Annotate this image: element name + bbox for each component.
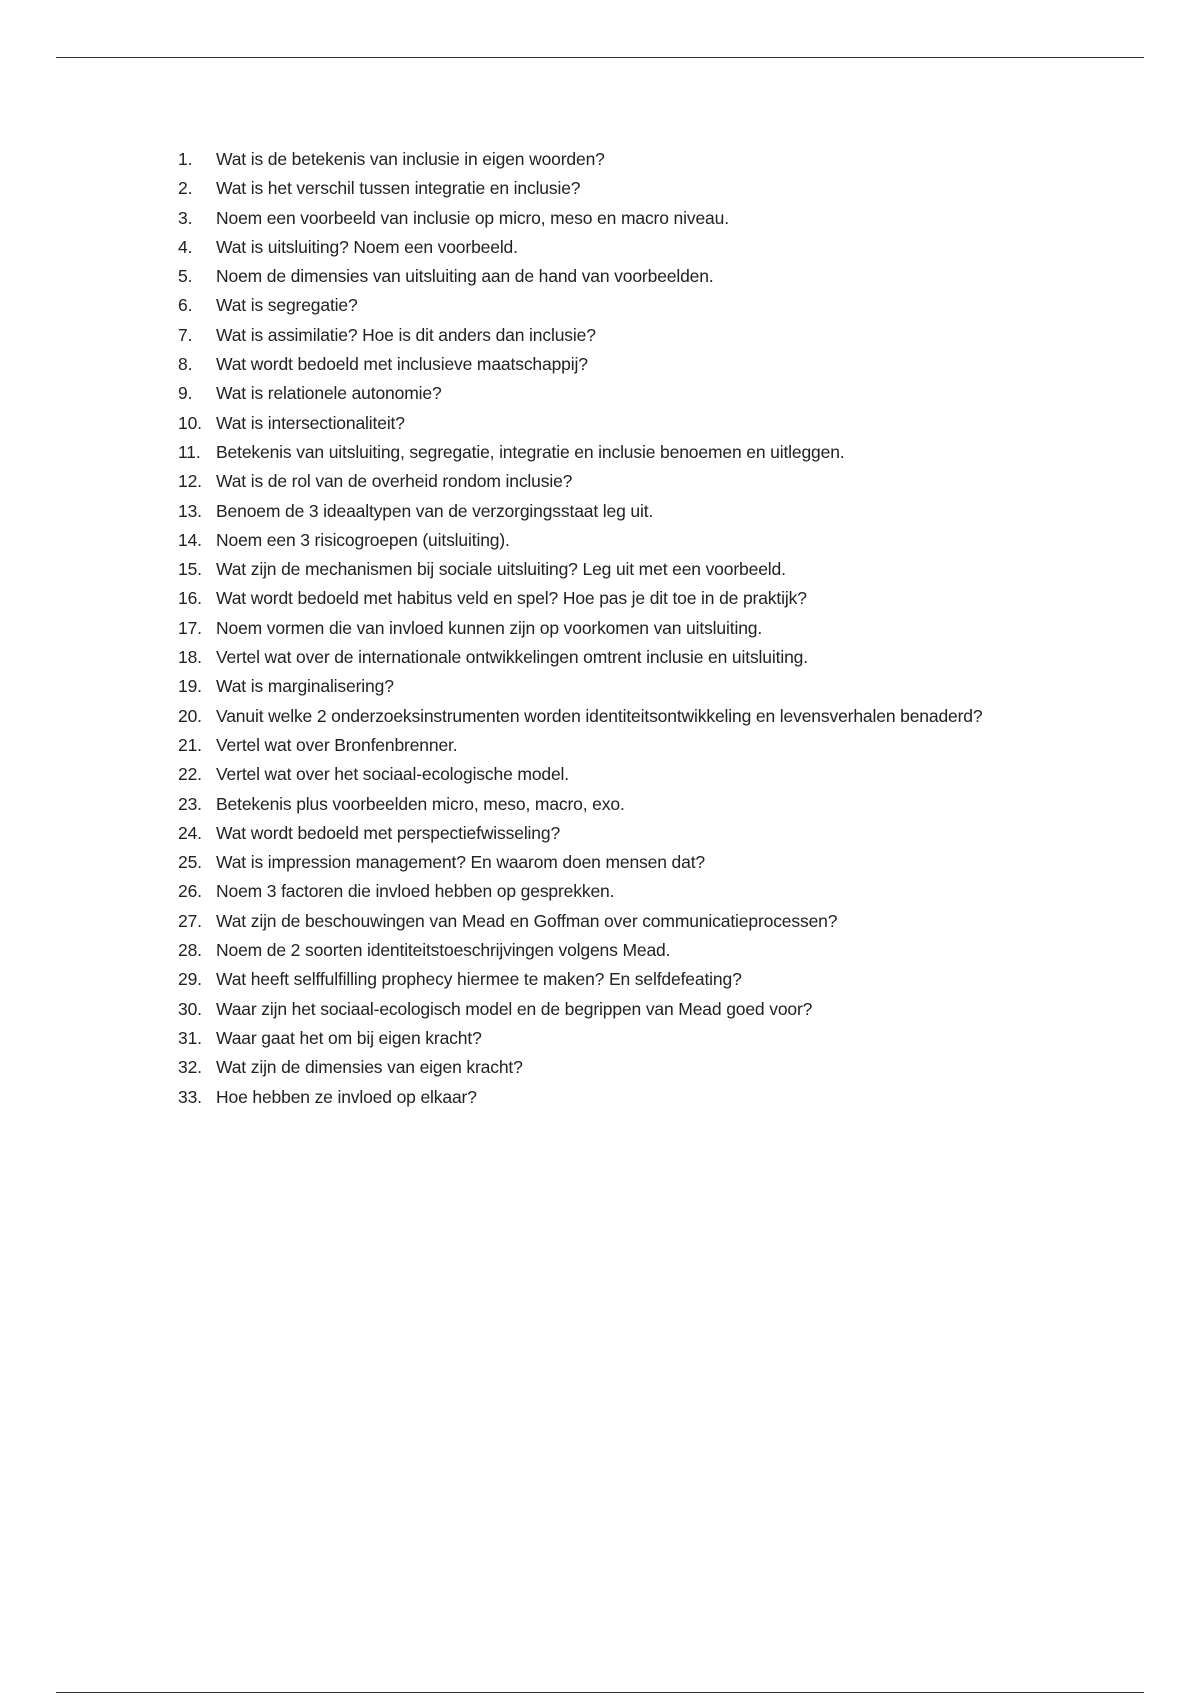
question-number: 9. [178,383,193,404]
question-text: Wat is de rol van de overheid rondom inclusie? [216,471,573,492]
question-item [178,291,1058,320]
question-text: Noem 3 factoren die invloed hebben op gesprekken. [216,881,615,902]
question-text: Wat is uitsluiting? Noem een voorbeeld. [216,236,518,257]
question-item [178,467,1058,496]
question-number: 7. [178,324,193,345]
question-item [178,760,1058,789]
question-item [178,965,1058,994]
question-text: Wat is assimilatie? Hoe is dit anders dan inclusie? [216,324,596,345]
question-item [178,174,1058,203]
question-text: Wat is intersectionaliteit? [216,412,405,433]
question-item [178,936,1058,965]
question-text: Noem de dimensies van uitsluiting aan de hand van voorbeelden. [216,266,714,287]
question-item [178,819,1058,848]
question-item [178,145,1058,174]
question-text: Vertel wat over het sociaal-ecologische model. [216,764,570,785]
question-text: Waar zijn het sociaal-ecologisch model en de begrippen van Mead goed voor? [216,998,813,1019]
question-number: 12. [178,471,202,492]
question-item [178,1083,1058,1112]
question-number: 16. [178,588,202,609]
question-number: 15. [178,559,202,580]
question-number: 29. [178,969,202,990]
question-text: Wat wordt bedoeld met habitus veld en spel? Hoe pas je dit toe in de praktijk? [216,588,807,609]
question-number: 1. [178,149,193,169]
question-number: 24. [178,822,202,843]
question-text: Wat zijn de dimensies van eigen kracht? [216,1057,523,1078]
question-item [178,643,1058,672]
question-number: 14. [178,529,202,550]
question-item [178,907,1058,936]
question-item [178,1053,1058,1082]
question-text: Wat zijn de mechanismen bij sociale uitsluiting? Leg uit met een voorbeeld. [216,559,786,580]
question-text: Hoe hebben ze invloed op elkaar? [216,1086,477,1107]
question-number: 23. [178,793,202,814]
question-number: 22. [178,764,202,785]
question-number: 6. [178,295,193,316]
question-number: 4. [178,236,193,257]
question-text: Noem een voorbeeld van inclusie op micro, meso en macro niveau. [216,207,729,228]
question-number: 19. [178,676,202,697]
question-item [178,1024,1058,1053]
question-item [178,497,1058,526]
question-item [178,614,1058,643]
question-item [178,672,1058,701]
header-rule [56,57,1144,58]
question-text: Wat is de betekenis van inclusie in eigen woorden? [216,149,605,169]
question-text: Wat wordt bedoeld met inclusieve maatschappij? [216,354,588,375]
question-number: 3. [178,207,193,228]
question-item [178,702,1058,731]
question-text: Vanuit welke 2 onderzoeksinstrumenten worden identiteitsontwikkeling en levensverhalen benaderd? [216,705,983,726]
question-number: 2. [178,178,193,199]
question-text: Noem vormen die van invloed kunnen zijn op voorkomen van uitsluiting. [216,617,763,638]
question-text: Wat wordt bedoeld met perspectiefwisseling? [216,822,561,843]
question-item [178,204,1058,233]
question-number: 26. [178,881,202,902]
question-item [178,731,1058,760]
question-text: Waar gaat het om bij eigen kracht? [216,1027,482,1048]
question-item [178,995,1058,1024]
question-item [178,321,1058,350]
question-text: Betekenis plus voorbeelden micro, meso, macro, exo. [216,793,625,814]
question-number: 18. [178,647,202,668]
question-text: Wat is marginalisering? [216,676,394,697]
question-text: Wat is relationele autonomie? [216,383,442,404]
question-number: 8. [178,354,193,375]
question-item [178,555,1058,584]
question-number: 10. [178,412,202,433]
question-text: Wat is impression management? En waarom doen mensen dat? [216,852,705,873]
question-item [178,350,1058,379]
question-text: Betekenis van uitsluiting, segregatie, integratie en inclusie benoemen en uitleggen. [216,441,845,462]
question-item [178,438,1058,467]
question-item [178,848,1058,877]
question-item [178,379,1058,408]
question-number: 33. [178,1086,202,1107]
question-number: 17. [178,617,202,638]
question-number: 27. [178,910,202,931]
question-item [178,409,1058,438]
question-text: Vertel wat over de internationale ontwikkelingen omtrent inclusie en uitsluiting. [216,647,808,668]
question-number: 5. [178,266,193,287]
question-number: 32. [178,1057,202,1078]
question-text: Vertel wat over Bronfenbrenner. [216,734,458,755]
question-text: Benoem de 3 ideaaltypen van de verzorgingsstaat leg uit. [216,500,654,521]
question-number: 21. [178,734,202,755]
question-item [178,790,1058,819]
question-item [178,262,1058,291]
question-item [178,584,1058,613]
question-list [178,145,1058,1112]
question-text: Wat zijn de beschouwingen van Mead en Goffman over communicatieprocessen? [216,910,838,931]
question-number: 13. [178,500,202,521]
question-number: 30. [178,998,202,1019]
question-number: 31. [178,1027,202,1048]
question-text: Wat heeft selffulfilling prophecy hiermee te maken? En selfdefeating? [216,969,742,990]
footer-rule [56,1692,1144,1693]
question-number: 28. [178,940,202,961]
question-item [178,877,1058,906]
question-text: Wat is het verschil tussen integratie en inclusie? [216,178,581,199]
question-number: 25. [178,852,202,873]
question-number: 20. [178,705,202,726]
question-text: Wat is segregatie? [216,295,358,316]
question-item [178,233,1058,262]
question-number: 11. [178,441,201,462]
question-text: Noem de 2 soorten identiteitstoeschrijvingen volgens Mead. [216,940,671,961]
question-item [178,526,1058,555]
question-text: Noem een 3 risicogroepen (uitsluiting). [216,529,510,550]
